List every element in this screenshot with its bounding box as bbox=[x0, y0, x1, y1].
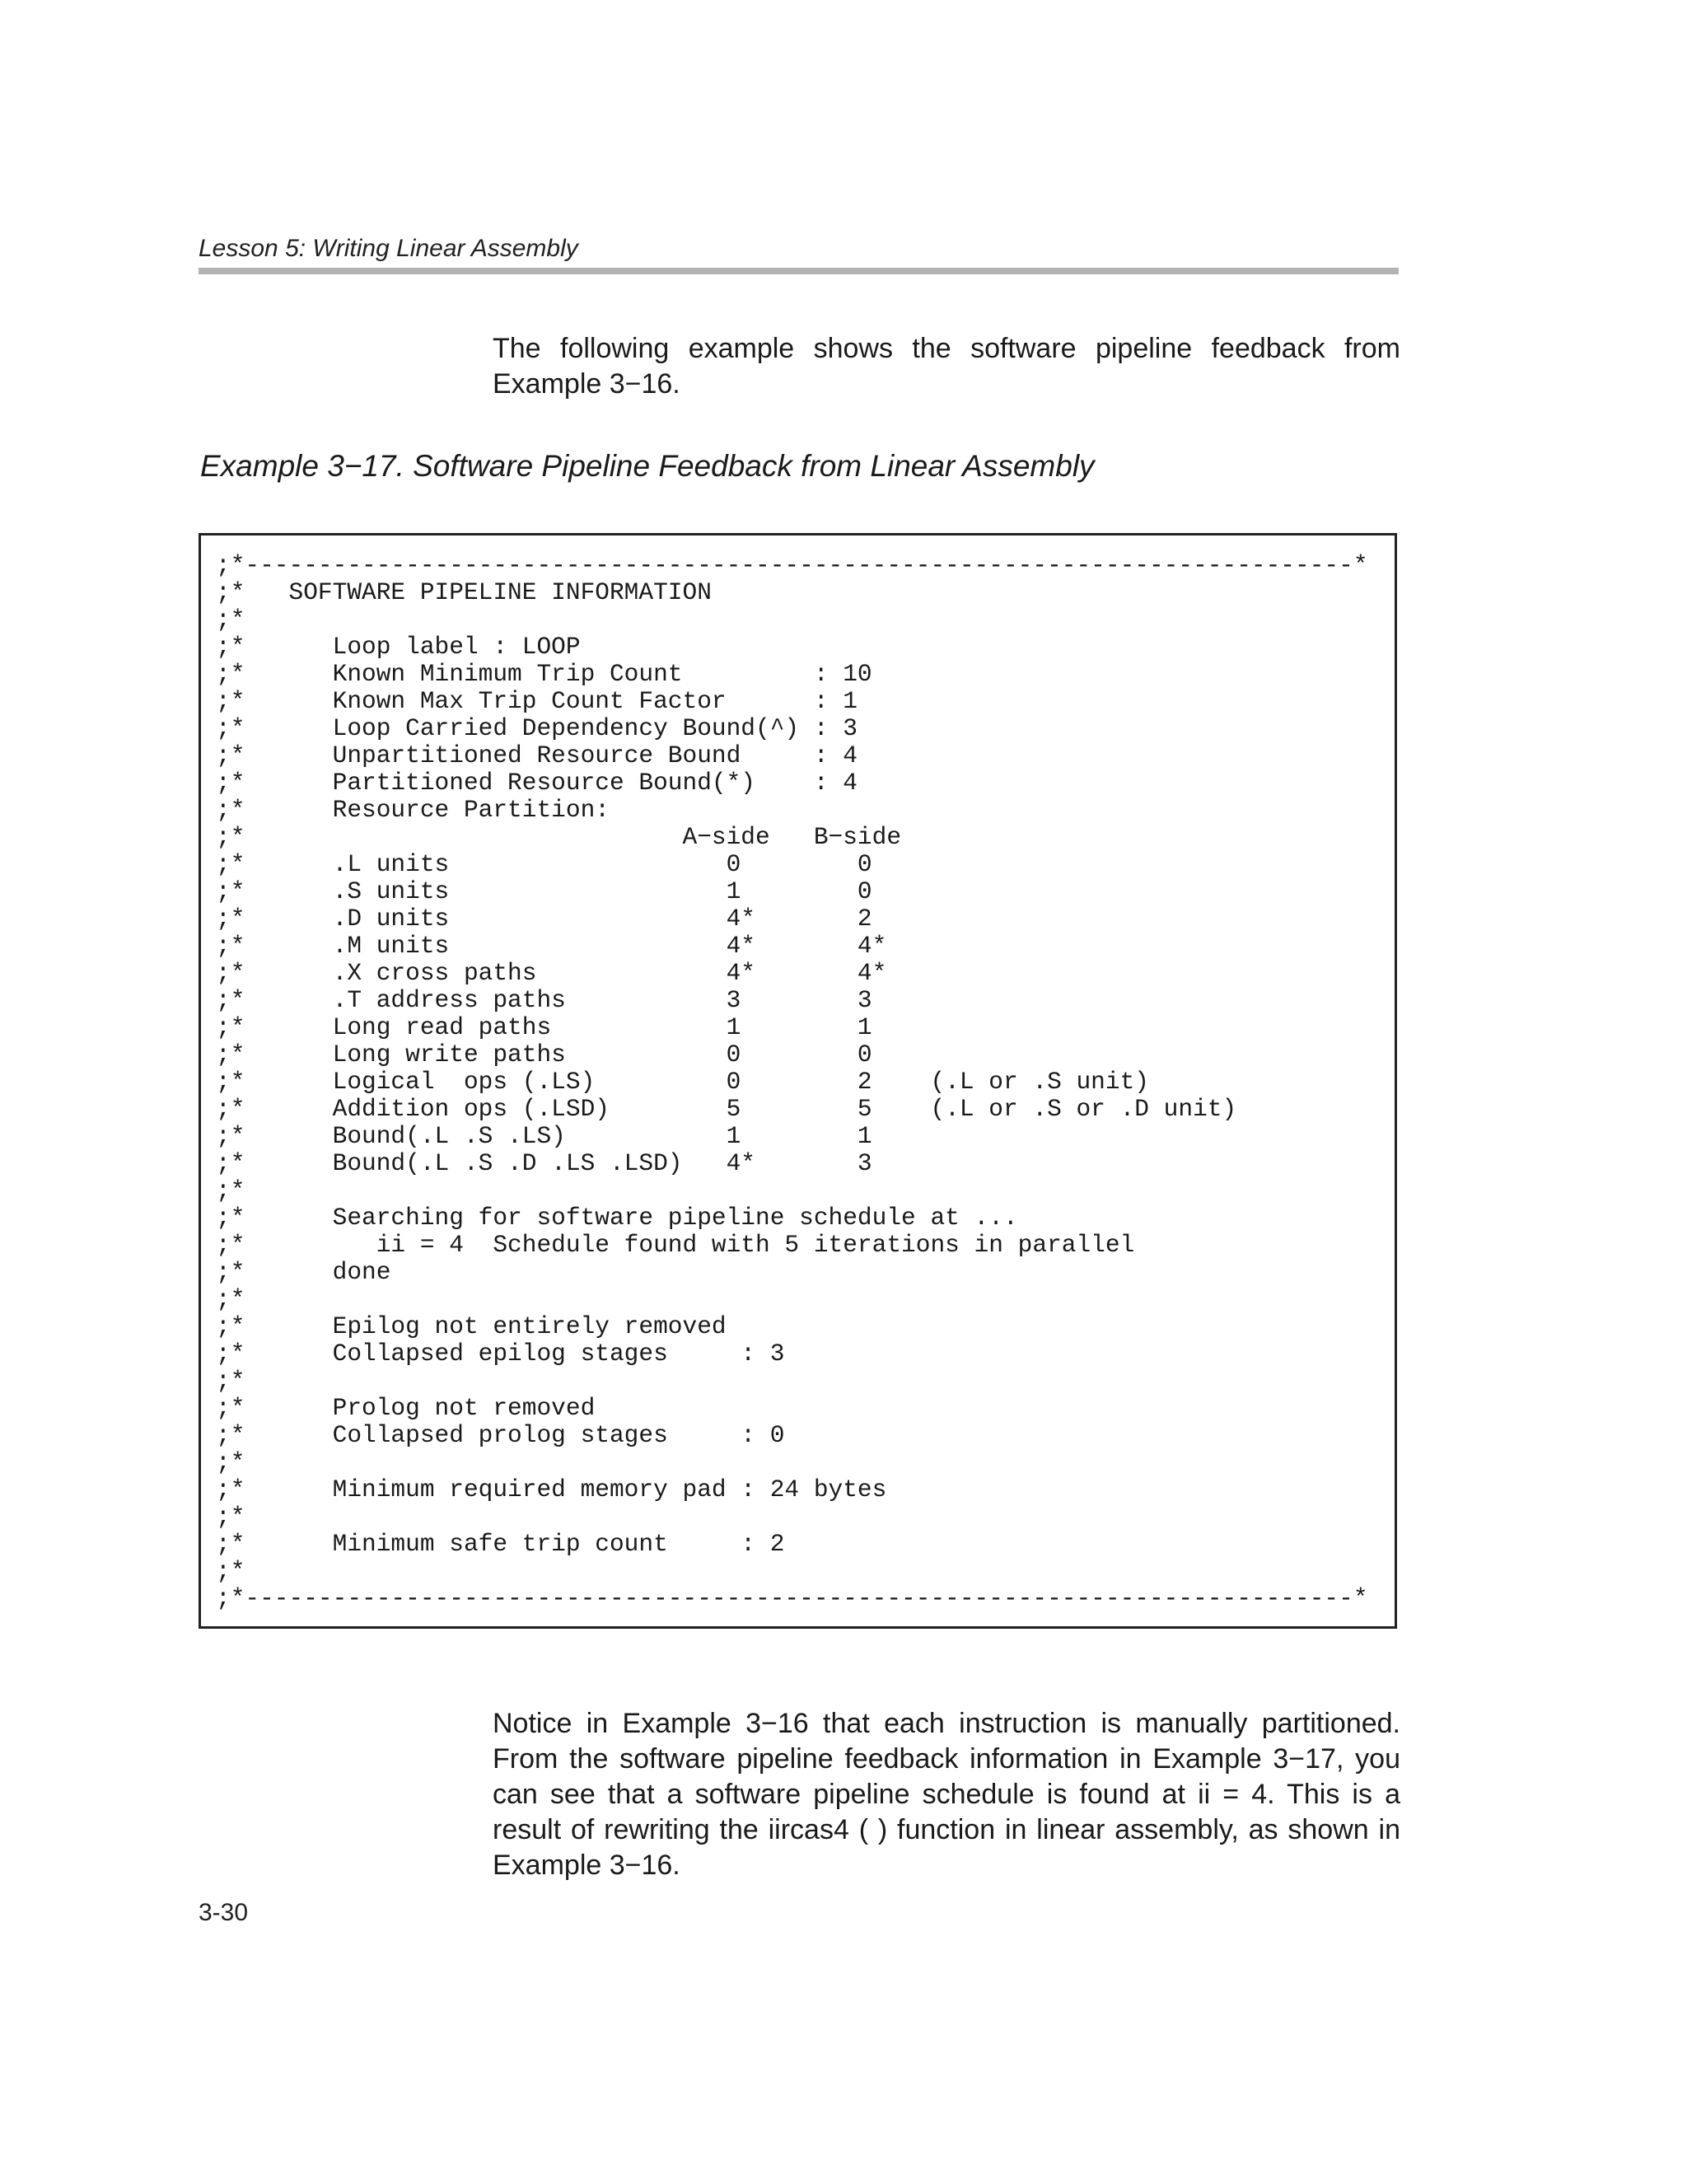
code-line: ;* Collapsed prolog stages : 0 bbox=[216, 1421, 785, 1449]
code-line: ;* Long read paths 1 1 bbox=[216, 1013, 872, 1041]
code-line: ;* Long write paths 0 0 bbox=[216, 1041, 872, 1069]
code-line: ;* Searching for software pipeline schedule at ... bbox=[216, 1204, 1018, 1232]
code-line: ;* Minimum required memory pad : 24 bytes bbox=[216, 1475, 887, 1504]
code-line: ;* Loop Carried Dependency Bound(^) : 3 bbox=[216, 714, 858, 742]
code-line: ;* .S units 1 0 bbox=[216, 877, 872, 905]
code-line: ;* SOFTWARE PIPELINE INFORMATION bbox=[216, 578, 712, 606]
code-line: ;* Resource Partition: bbox=[216, 796, 610, 824]
code-line: ;* bbox=[216, 606, 245, 634]
code-line: ;* Prolog not removed bbox=[216, 1394, 596, 1422]
code-line: ;* .M units 4* 4* bbox=[216, 932, 887, 960]
running-header: Lesson 5: Writing Linear Assembly bbox=[199, 235, 578, 262]
code-line: ;* bbox=[216, 1448, 245, 1476]
code-line: ;* bbox=[216, 1367, 245, 1395]
code-line: ;* Partitioned Resource Bound(*) : 4 bbox=[216, 769, 858, 797]
code-line: ;* bbox=[216, 1285, 245, 1313]
code-listing bbox=[216, 552, 1368, 1612]
code-line: ;* Known Max Trip Count Factor : 1 bbox=[216, 687, 858, 715]
example-caption: Example 3−17. Software Pipeline Feedback from Linear Assembly bbox=[200, 449, 1095, 483]
code-line: ;* .T address paths 3 3 bbox=[216, 986, 872, 1014]
code-line: ;* Bound(.L .S .D .LS .LSD) 4* 3 bbox=[216, 1149, 872, 1177]
code-line: ;* bbox=[216, 1176, 245, 1204]
intro-paragraph: The following example shows the software pipeline feedback from Example 3−16. bbox=[493, 333, 1400, 400]
code-line: ;* Collapsed epilog stages : 3 bbox=[216, 1340, 785, 1368]
code-line: ;*----------------------------------------------------------------------------* bbox=[216, 551, 1368, 579]
code-line: ;* Logical ops (.LS) 0 2 (.L or .S unit) bbox=[216, 1068, 1149, 1096]
code-line: ;* .D units 4* 2 bbox=[216, 905, 872, 933]
header-rule bbox=[199, 268, 1399, 274]
code-line: ;* Epilog not entirely removed bbox=[216, 1312, 727, 1340]
code-line: ;* bbox=[216, 1557, 245, 1585]
page-number: 3-30 bbox=[199, 1899, 249, 1926]
code-line: ;* Unpartitioned Resource Bound : 4 bbox=[216, 741, 858, 769]
code-line: ;* bbox=[216, 1503, 245, 1531]
code-line: ;* Addition ops (.LSD) 5 5 (.L or .S or .D unit) bbox=[216, 1095, 1237, 1123]
code-listing-box bbox=[199, 533, 1397, 1629]
notice-paragraph: Notice in Example 3−16 that each instruction is manually partitioned. From the software pipeline feedback information in Example 3−17, you can see that a software pipeline schedule is found at ii = 4. This is a result of rewriting the iircas4 ( ) function in linear assembly, as shown in Example 3−16. bbox=[493, 1708, 1400, 1881]
code-line: ;* Known Minimum Trip Count : 10 bbox=[216, 660, 872, 688]
code-line: ;* done bbox=[216, 1258, 391, 1286]
code-line: ;* Bound(.L .S .LS) 1 1 bbox=[216, 1122, 872, 1150]
code-line: ;* ii = 4 Schedule found with 5 iterations in parallel bbox=[216, 1231, 1135, 1259]
code-line: ;* .X cross paths 4* 4* bbox=[216, 959, 887, 987]
code-line: ;*----------------------------------------------------------------------------* bbox=[216, 1584, 1368, 1612]
code-line: ;* .L units 0 0 bbox=[216, 850, 872, 878]
code-line: ;* A−side B−side bbox=[216, 823, 902, 851]
code-line: ;* Minimum safe trip count : 2 bbox=[216, 1530, 785, 1558]
code-line: ;* Loop label : LOOP bbox=[216, 633, 581, 661]
